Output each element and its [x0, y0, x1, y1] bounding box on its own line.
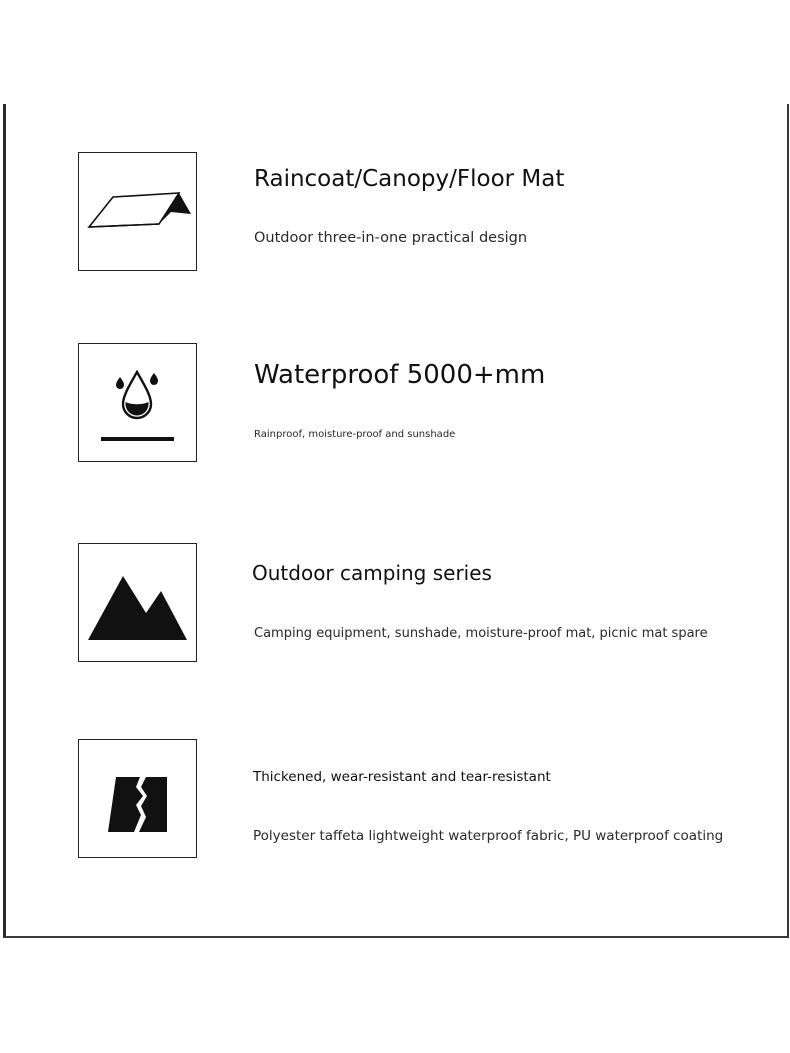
- torn-fabric-icon: [79, 740, 195, 856]
- feature-subtitle: Rainproof, moisture-proof and sunshade: [254, 429, 456, 440]
- mountain-icon: [79, 544, 195, 660]
- feature-icon-box: [78, 152, 197, 271]
- feature-subtitle: Polyester taffeta lightweight waterproof fabric, PU waterproof coating: [253, 828, 724, 844]
- feature-title: Outdoor camping series: [252, 561, 492, 585]
- feature-icon-box: [78, 739, 197, 858]
- feature-title: Thickened, wear-resistant and tear-resistant: [253, 769, 551, 785]
- feature-panel: [3, 104, 789, 938]
- feature-title: Waterproof 5000+mm: [254, 360, 546, 390]
- waterdrop-icon: [79, 344, 195, 460]
- feature-subtitle: Outdoor three-in-one practical design: [254, 230, 528, 246]
- feature-icon-box: [78, 343, 197, 462]
- tarp-icon: [79, 153, 195, 269]
- feature-icon-box: [78, 543, 197, 662]
- feature-subtitle: Camping equipment, sunshade, moisture-proof mat, picnic mat spare: [254, 626, 708, 641]
- feature-title: Raincoat/Canopy/Floor Mat: [254, 166, 565, 192]
